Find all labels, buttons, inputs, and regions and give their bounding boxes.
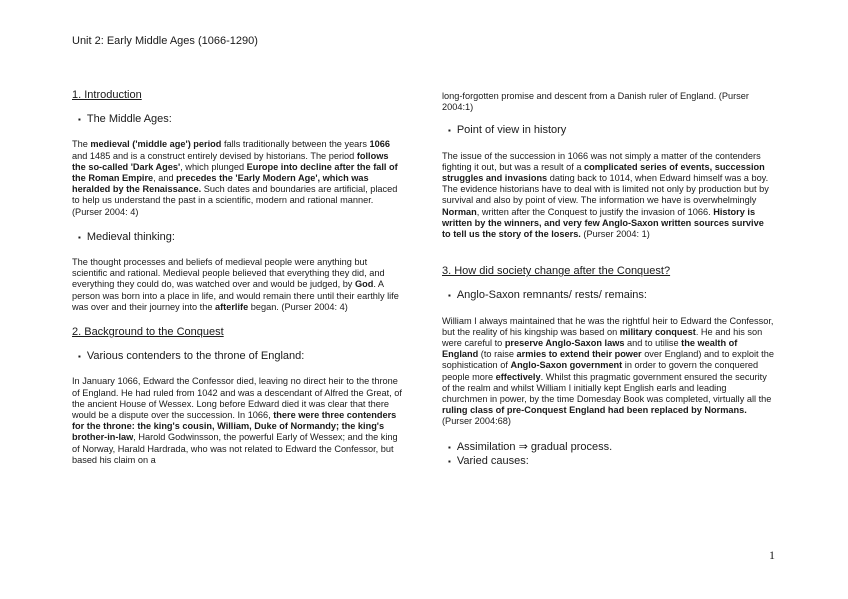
square-bullet-icon: ▪ (448, 126, 451, 136)
section-heading-background: 2. Background to the Conquest (72, 326, 224, 339)
paragraph-contenders: In January 1066, Edward the Confessor died, leaving no direct heir to the throne of England. He had ruled from 1042 and was a descendant of Alfred the Great, of the ancient House of Wessex. Long before Edward died it was clear that there would be a dispute over the succession. In 1066, there were three contenders for the throne: the king's cousin, William, Duke of Normandy; the king's brother-in-law, Harold Godwinsson, the powerful Early of Wessex; and the king of Norway, Harald Hardrada, who was not related to Edward the Confessor, but based his claim on a (72, 376, 402, 465)
square-bullet-icon: ▪ (78, 115, 81, 125)
bullet-contenders: ▪ Various contenders to the throne of England: (78, 350, 305, 363)
paragraph-point-of-view: The issue of the succession in 1066 was not simply a matter of the contenders fighting it out, but was a result of a complicated series of events, succession struggles and invasions dating back to 1014, when Edward himself was a boy. The evidence historians have to deal with is limited not only by production but by survival and also by point of view. The information we have is overwhelmingly Norman, written after the Conquest to justify the invasion of 1066. History is written by the winners, and very few Anglo-Saxon written sources survive to tell us the story of the losers. (Purser 2004: 1) (442, 150, 769, 240)
bullet-anglo-saxon-remnants: ▪ Anglo-Saxon remnants/ rests/ remains: (448, 289, 647, 302)
page-number: 1 (769, 548, 775, 562)
left-column (72, 90, 404, 480)
section-heading-introduction: 1. Introduction (72, 89, 142, 101)
right-column (442, 91, 774, 481)
square-bullet-icon: ▪ (448, 456, 451, 466)
bullet-assimilation: ▪ Assimilation ⇒ gradual process. (448, 440, 613, 453)
bullet-point-of-view: ▪ Point of view in history (448, 124, 567, 137)
paragraph-middle-ages: The medieval ('middle age') period falls traditionally between the years 1066 and 1485 and is a construct entirely devised by historians. The period follows the so-called 'Dark Ages', which plunged Europe into decline after the fall of the Roman Empire, and precedes the 'Early Modern Age', which was heralded by the Renaissance. Such dates and boundaries are artificial, placed to help us understand the past in a scientific, modern and rational manner. (Purser 2004: 4) (72, 139, 398, 217)
square-bullet-icon: ▪ (448, 291, 451, 301)
document-header: Unit 2: Early Middle Ages (1066-1290) (72, 35, 258, 47)
square-bullet-icon: ▪ (78, 232, 81, 242)
paragraph-anglo-saxon-remnants: William I always maintained that he was the rightful heir to Edward the Confessor, but the reality of his kingship was based on military conquest. He and his son were careful to preserve Anglo-Saxon laws and to utilise the wealth of England (to raise armies to extend their power over England) and to exploit the sophistication of Anglo-Saxon government in order to govern the conquered people more effectively. Whilst this pragmatic government ensured the security of the realm and whilst William I initially kept English earls and leading churchmen in power, by the time Domesday Book was completed, virtually all the ruling class of pre-Conquest England had been replaced by Normans. (Purser 2004:68) (442, 315, 774, 427)
section-heading-society-change: 3. How did society change after the Conquest? (442, 265, 671, 278)
square-bullet-icon: ▪ (78, 352, 81, 362)
square-bullet-icon: ▪ (448, 442, 451, 452)
bullet-middle-ages: ▪ The Middle Ages: (78, 113, 172, 126)
paragraph-medieval-thinking: The thought processes and beliefs of medieval people were anything but scientific and rational. Medieval people believed that everything they did, and everything they could do, was watched over and would be judged, by God. A person was born into a place in life, and would remain there until their earthly life was over and their journey into the afterlife began. (Purser 2004: 4) (72, 257, 399, 312)
bullet-varied-causes: ▪ Varied causes: (448, 454, 529, 467)
paragraph-continuation: long-forgotten promise and descent from a Danish ruler of England. (Purser 2004:1) (442, 91, 749, 113)
bullet-medieval-thinking: ▪ Medieval thinking: (78, 230, 175, 243)
